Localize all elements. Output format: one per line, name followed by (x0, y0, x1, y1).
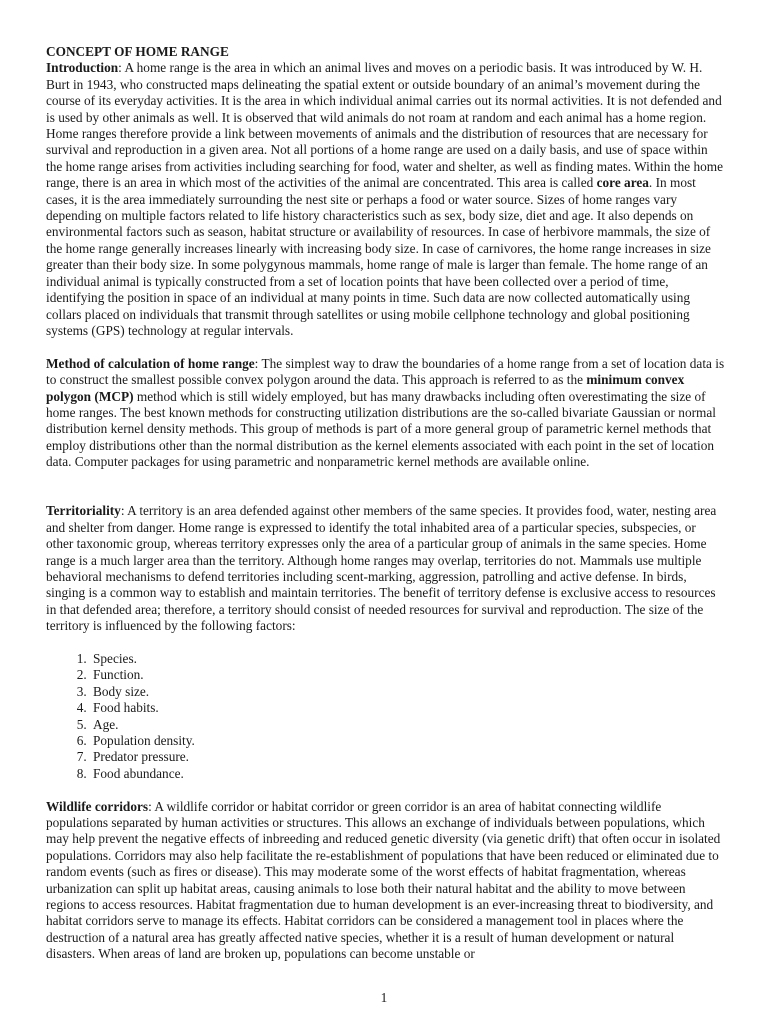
introduction-text-2: . In most cases, it is the area immediately surrounding the nest site or perhaps a food or water source. Sizes of home ranges vary depending on multiple factors related to life history characteristics such as sex, body size, diet and age. It also depends on environmental factors such as season, habitat structure or availability of resources. In case of herbivore mammals, the size of the home range generally increases linearly with increasing body size. In case of carnivores, the home range increases in size greater than their body size. In some polygynous mammals, home range of male is larger than female. The home range of an individual animal is typically constructed from a set of location points that have been collected over a period of time, identifying the position in space of an individual at many points in time. Such data are now collected automatically using collars placed on individuals that transmit through satellites or using mobile cellphone technology and global positioning systems (GPS) technology at regular intervals. (46, 175, 711, 338)
territoriality-paragraph (46, 503, 726, 634)
territoriality-heading: Territoriality (46, 503, 121, 519)
mcp-term: minimum convex polygon (MCP) (46, 372, 685, 404)
list-item: 3. Body size. (90, 684, 726, 700)
list-item: 7. Predator pressure. (90, 749, 726, 765)
list-item: 6. Population density. (90, 733, 726, 749)
corridors-text: : A wildlife corridor or habitat corridor or green corridor is an area of habitat connecting wildlife populations separated by human activities or structures. This allows an exchange of individuals between populations, which may help prevent the negative effects of inbreeding and reduced genetic diversity (via genetic drift) that often occur in isolated populations. Corridors may also help facilitate the re-establishment of populations that have been reduced or eliminated due to random events (such as fires or disease). This may moderate some of the worst effects of habitat fragmentation, whereas urbanization can split up habitat areas, causing animals to lose both their natural habitat and the ability to move between regions to access resources. Habitat fragmentation due to human development is an ever-increasing threat to biodiversity, and habitat corridors serve to manage its effects. Habitat corridors can be considered a management tool in places where the destruction of a natural area has greatly affected native species, whether it is a result of human development or natural disasters. When areas of land are broken up, populations can become unstable or (46, 798, 721, 962)
page-number: 1 (380, 990, 388, 1005)
document-body (46, 44, 726, 963)
corridors-heading: Wildlife corridors (46, 798, 149, 814)
spacer (46, 471, 726, 504)
corridors-paragraph (46, 799, 726, 963)
introduction-heading: Introduction (46, 60, 119, 76)
territoriality-text: : A territory is an area defended against other members of the same species. It provides food, water, nesting area and shelter from danger. Home range is expressed to identify the total inhabited area of a particular species, subspecies, or other taxonomic group, whereas territory expresses only the area of a particular group of animals in the same species. Home range is a much larger area than the territory. Although home ranges may overlap, territories do not. Mammals use multiple behavioral mechanisms to defend territories including scent-marking, aggression, patrolling and active defense. In birds, singing is a common way to establish and maintain territories. The benefit of territory defense is exclusive access to resources in that defended area; therefore, a territory should consist of needed resources for survival and reproduction. The size of the territory is influenced by the following factors: (46, 503, 717, 634)
document-title: CONCEPT OF HOME RANGE (46, 44, 229, 59)
list-item: 4. Food habits. (90, 700, 726, 716)
introduction-paragraph (46, 60, 726, 339)
core-area-term: core area (596, 175, 649, 191)
method-text-1: : The simplest way to draw the boundaries of a home range from a set of location data is to construct the smallest possible convex polygon around the data. This approach is referred to as the (46, 355, 725, 388)
method-heading: Method of calculation of home range (46, 355, 255, 371)
list-item: 5. Age. (90, 717, 726, 733)
spacer (46, 782, 726, 798)
method-text-2: method which is still widely employed, but has many drawbacks including often overestimating the size of home ranges. The best known methods for constructing utilization distributions are the so-called bivariate Gaussian or normal distribution kernel density methods. This group of methods is part of a more general group of parametric kernel methods that employ distributions other than the normal distribution as the kernel elements associated with each point in the set of location data. Computer packages for using parametric and nonparametric kernel methods are available online. (46, 388, 716, 470)
list-item: 2. Function. (90, 667, 726, 683)
spacer (46, 339, 726, 355)
list-item: 1. Species. (90, 651, 726, 667)
spacer (46, 635, 726, 651)
introduction-text-1: : A home range is the area in which an animal lives and moves on a periodic basis. It was introduced by W. H. Burt in 1943, who constructed maps delineating the spatial extent or outside boundary of an animal’s movement during the course of its everyday activities. It is the area in which individual animal carries out its normal activities. It is not defended and is used by other animals as well. It is observed that wild animals do not roam at random and each animal has a home region. Home ranges therefore provide a link between movements of animals and the distribution of resources that are necessary for survival and reproduction in a given area. Not all portions of a home range are used on a daily basis, and use of space within the home range arises from activities including searching for food, water and shelter, as well as finding mates. Within the home range, there is an area in which most of the activities of the animal are concentrated. This area is called (46, 60, 723, 191)
method-paragraph (46, 356, 726, 471)
list-item: 8. Food abundance. (90, 766, 726, 782)
territory-factors-list (46, 651, 726, 782)
